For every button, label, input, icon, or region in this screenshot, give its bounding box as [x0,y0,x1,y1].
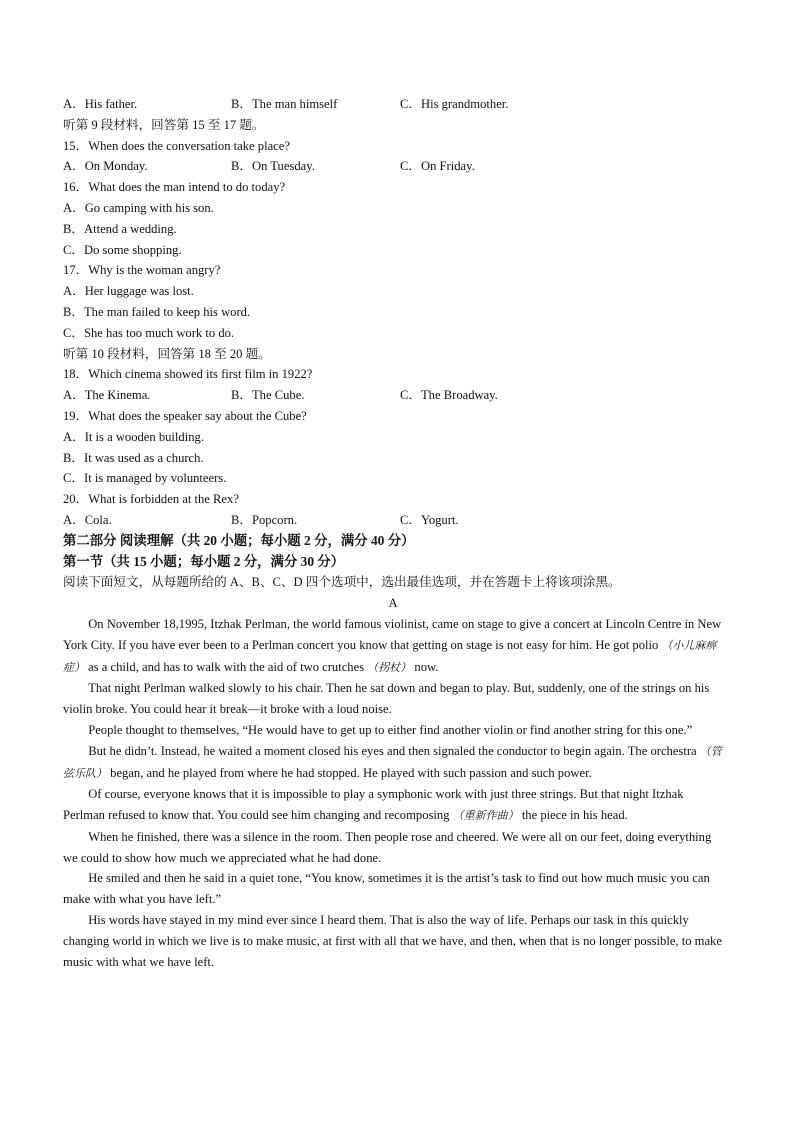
q15-option-c[interactable]: C．On Friday. [400,159,475,174]
reading-instruction: 阅读下面短文，从每题所给的 A、B、C、D 四个选项中，选出最佳选项，并在答题卡上将该项涂黑。 [63,575,621,590]
q17-option-a[interactable]: A．Her luggage was lost. [63,284,194,299]
passage-paragraph-4 [63,741,723,785]
q14-option-b[interactable]: B．The man himself [231,97,338,111]
q14-option-c[interactable]: C．His grandmother. [400,97,509,111]
q17-stem: 17．Why is the woman angry? [63,263,221,278]
q19-stem: 19．What does the speaker say about the Cube? [63,408,307,423]
q20-option-b[interactable]: B．Popcorn. [231,512,298,527]
q15-options [63,156,723,177]
q16-option-c[interactable]: C．Do some shopping. [63,242,182,257]
q16-option-b[interactable]: B．Attend a wedding. [63,221,177,236]
section-10-heading: 听第 10 段材料，回答第 18 至 20 题。 [63,346,271,361]
q20-stem: 20．What is forbidden at the Rex? [63,492,239,507]
q20-options [63,510,723,531]
paragraph-4-text-b: began, and he played from where he had stopped. He played with such passion and such power. [110,765,592,780]
q19-option-b[interactable]: B．It was used as a church. [63,450,204,465]
passage-paragraph-2: That night Perlman walked slowly to his chair. Then he sat down and began to play. But, suddenly, one of the strings on his violin broke. You could hear it break—it broke with a loud noise. [63,681,710,717]
paragraph-5-text-a: Of course, everyone knows that it is impossible to play a symphonic work with just three strings. But that night Itzhak Perlman refused to know that. You could see him changing and recomposing [63,787,684,823]
paragraph-5-text-b: the piece in his head. [521,808,628,823]
passage-paragraph-6: When he finished, there was a silence in the room. Then people rose and cheered. We were all on our feet, doing everything we could to show how much we appreciated what he had done. [63,829,712,865]
gloss-polio: （小儿麻痹症） [63,638,717,674]
q19-option-a[interactable]: A．It is a wooden building. [63,429,204,444]
exam-page [63,94,723,972]
paragraph-1-text-b: as a child, and has to walk with the aid of two crutches [88,659,365,674]
passage-paragraph-1 [63,614,723,678]
passage-paragraph-7: He smiled and then he said in a quiet tone, “You know, sometimes it is the artist’s task to find out how much music you can make with what you have left.” [63,871,710,907]
q18-option-c[interactable]: C．The Broadway. [400,388,498,403]
q20-option-c[interactable]: C．Yogurt. [400,512,459,527]
q19-option-c[interactable]: C．It is managed by volunteers. [63,471,227,486]
q20-option-a[interactable]: A．Cola. [63,512,112,527]
gloss-orchestra: （管弦乐队） [63,744,722,780]
q14-option-a[interactable]: A．His father. [63,97,138,111]
passage-paragraph-3: People thought to themselves, “He would have to get up to either find another violin or find another string for this one.” [88,722,693,737]
q15-stem: 15．When does the conversation take place? [63,138,290,153]
q18-options [63,385,723,406]
section-1-heading: 第一节（共 15 小题；每小题 2 分，满分 30 分） [63,553,345,569]
q14-options [63,94,723,115]
part-2-heading: 第二部分 阅读理解（共 20 小题；每小题 2 分，满分 40 分） [63,532,415,548]
q18-option-a[interactable]: A．The Kinema. [63,388,151,403]
section-9-heading: 听第 9 段材料，回答第 15 至 17 题。 [63,117,265,132]
gloss-crutches: （拐杖） [367,660,412,674]
q18-stem: 18．Which cinema showed its first film in 1922? [63,367,313,382]
q17-option-c[interactable]: C．She has too much work to do. [63,325,235,340]
passage-paragraph-8: His words have stayed in my mind ever since I heard them. That is also the way of life. Perhaps our task in this quickly changing world in which we live is to make music, at first with all that we have, and then, when that is no longer possible, to make music with what we have left. [63,913,722,969]
passage-label: A [388,596,398,611]
gloss-recomposing: （重新作曲） [452,809,519,823]
q15-option-a[interactable]: A．On Monday. [63,159,148,174]
q16-stem: 16．What does the man intend to do today? [63,180,286,195]
paragraph-1-text-a: On November 18,1995, Itzhak Perlman, the world famous violinist, came on stage to give a concert at Lincoln Centre in New York City. If you have ever been to a Perlman concert you know that getting on stage is not easy for him. He got polio [63,616,722,652]
passage-paragraph-5 [63,784,723,827]
q17-option-b[interactable]: B．The man failed to keep his word. [63,304,251,319]
q15-option-b[interactable]: B．On Tuesday. [231,159,315,174]
q16-option-a[interactable]: A．Go camping with his son. [63,200,214,215]
q18-option-b[interactable]: B．The Cube. [231,388,305,403]
paragraph-4-text-a: But he didn’t. Instead, he waited a moment closed his eyes and then signaled the conductor to begin again. The orchestra [88,743,697,758]
paragraph-1-text-c: now. [414,659,439,674]
